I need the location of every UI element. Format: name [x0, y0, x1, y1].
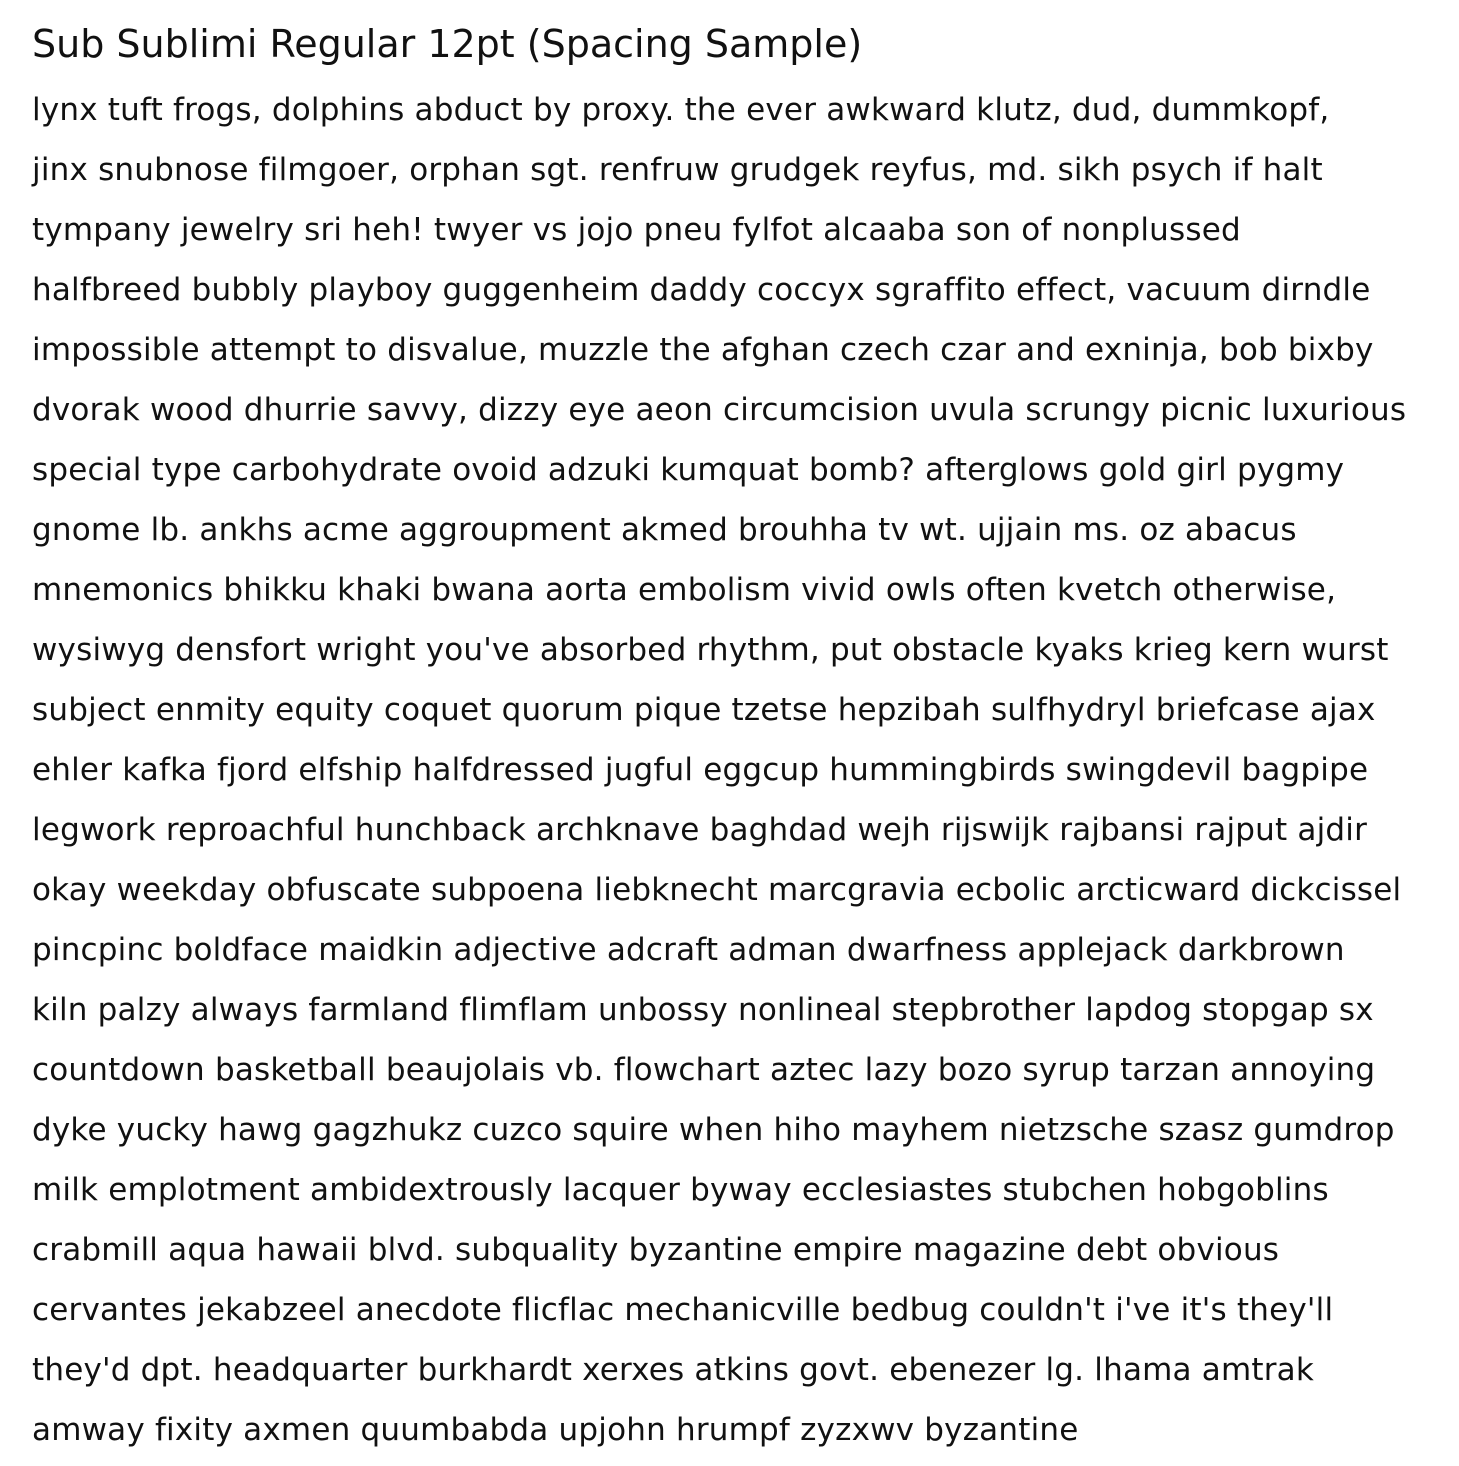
specimen-line: legwork reproachful hunchback archknave baghdad wejh rijswijk rajbansi rajput ajdir — [32, 812, 1368, 848]
specimen-line: subject enmity equity coquet quorum pique tzetse hepzibah sulfhydryl briefcase ajax — [32, 692, 1376, 728]
specimen-line: tympany jewelry sri heh! twyer vs jojo pneu fylfot alcaaba son of nonplussed — [32, 212, 1241, 248]
specimen-line: mnemonics bhikku khaki bwana aorta embolism vivid owls often kvetch otherwise, — [32, 572, 1337, 608]
specimen-line: okay weekday obfuscate subpoena liebknecht marcgravia ecbolic arcticward dickcissel — [32, 872, 1402, 908]
specimen-line: impossible attempt to disvalue, muzzle the afghan czech czar and exninja, bob bixby — [32, 332, 1374, 368]
specimen-line: kiln palzy always farmland flimflam unbossy nonlineal stepbrother lapdog stopgap sx — [32, 992, 1374, 1028]
specimen-line: gnome lb. ankhs acme aggroupment akmed brouhha tv wt. ujjain ms. oz abacus — [32, 512, 1297, 548]
specimen-line: dyke yucky hawg gagzhukz cuzco squire when hiho mayhem nietzsche szasz gumdrop — [32, 1112, 1395, 1148]
specimen-line: special type carbohydrate ovoid adzuki kumquat bomb? afterglows gold girl pygmy — [32, 452, 1345, 488]
specimen-line: countdown basketball beaujolais vb. flowchart aztec lazy bozo syrup tarzan annoying — [32, 1052, 1376, 1088]
specimen-text-block — [32, 80, 1406, 1460]
specimen-line: milk emplotment ambidextrously lacquer byway ecclesiastes stubchen hobgoblins — [32, 1172, 1329, 1208]
specimen-line: amway fixity axmen quumbabda upjohn hrumpf zyzxwv byzantine — [32, 1412, 1079, 1448]
specimen-line: they'd dpt. headquarter burkhardt xerxes atkins govt. ebenezer lg. lhama amtrak — [32, 1352, 1315, 1388]
specimen-line: pincpinc boldface maidkin adjective adcraft adman dwarfness applejack darkbrown — [32, 932, 1345, 968]
specimen-line: lynx tuft frogs, dolphins abduct by proxy. the ever awkward klutz, dud, dummkopf, — [32, 92, 1330, 128]
specimen-line: crabmill aqua hawaii blvd. subquality byzantine empire magazine debt obvious — [32, 1232, 1280, 1268]
specimen-line: cervantes jekabzeel anecdote flicflac mechanicville bedbug couldn't i've it's they'll — [32, 1292, 1334, 1328]
specimen-line: halfbreed bubbly playboy guggenheim daddy coccyx sgraffito effect, vacuum dirndle — [32, 272, 1371, 308]
specimen-line: ehler kafka fjord elfship halfdressed jugful eggcup hummingbirds swingdevil bagpipe — [32, 752, 1369, 788]
specimen-line: wysiwyg densfort wright you've absorbed rhythm, put obstacle kyaks krieg kern wurst — [32, 632, 1389, 668]
specimen-title: Sub Sublimi Regular 12pt (Spacing Sample) — [32, 22, 863, 66]
specimen-line: jinx snubnose filmgoer, orphan sgt. renfruw grudgek reyfus, md. sikh psych if halt — [32, 152, 1323, 188]
specimen-line: dvorak wood dhurrie savvy, dizzy eye aeon circumcision uvula scrungy picnic luxurious — [32, 392, 1407, 428]
